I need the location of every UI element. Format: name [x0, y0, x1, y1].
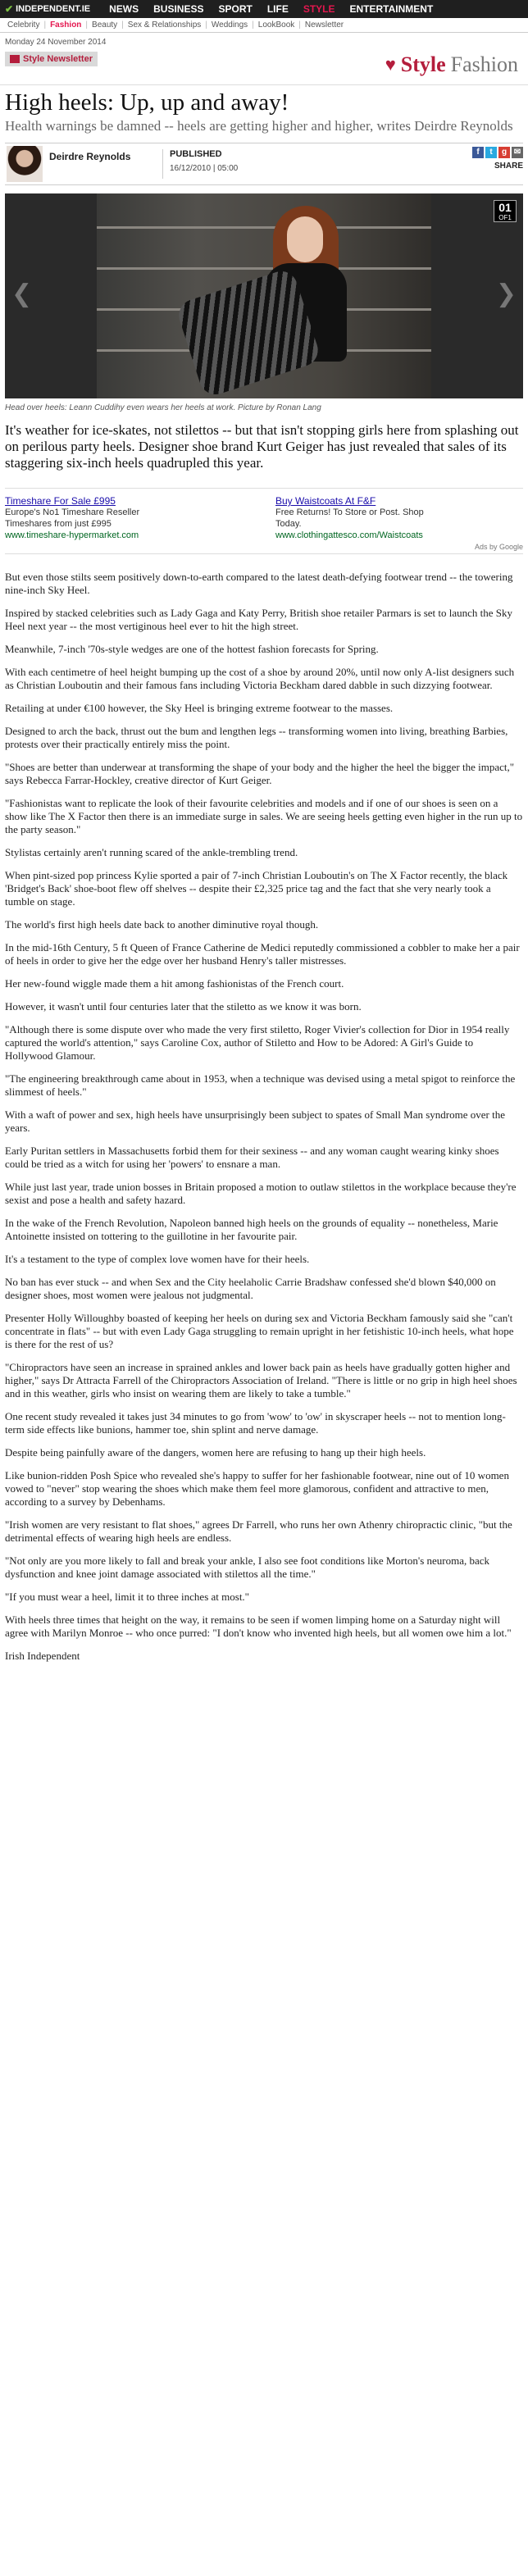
ad-line: Timeshares from just £995 — [5, 519, 112, 529]
nav-style[interactable]: STYLE — [303, 3, 335, 15]
subnav-sex-relationships[interactable]: Sex & Relationships — [127, 20, 202, 30]
google-plus-icon[interactable]: g — [498, 147, 510, 158]
nav-news[interactable]: NEWS — [109, 3, 139, 15]
body-paragraph: Retailing at under €100 however, the Sky Heel is bringing extreme footwear to the masses. — [5, 702, 394, 714]
share-block — [472, 147, 523, 171]
published-timestamp: 16/12/2010 | 05:00 — [170, 164, 239, 173]
body-paragraph: "Shoes are better than underwear at transforming the shape of your body and the higher the heel the bigger the impact," says Rebecca Farrar-Hockley, creative director of Kurt Geiger. — [5, 761, 515, 786]
body-paragraph: Her new-found wiggle made them a hit among fashionistas of the French court. — [5, 977, 344, 990]
heart-icon: ♥ — [385, 54, 396, 75]
body-paragraph: With heels three times that height on the way, it remains to be seen if women limping home on a Saturday night will agree with Marilyn Monroe -- who once purred: "I don't know who invented high heels, but all women owe him a lot." — [5, 1613, 512, 1639]
body-paragraph: "If you must wear a heel, limit it to three inches at most." — [5, 1591, 249, 1603]
gallery-counter — [494, 200, 517, 222]
body-paragraph: One recent study revealed it takes just 34 minutes to go from 'wow' to 'ow' in skyscraper heels -- not to mention long-term side effects like bunions, hammer toe, shin splint and nerve damage. — [5, 1410, 506, 1436]
body-paragraph: "Fashionistas want to replicate the look of their favourite celebrities and models and if one of our shoes is seen on a show like The X Factor then there is an immediate surge in sales. We are seeing heels getting even higher in the run up to the party season." — [5, 797, 523, 835]
ad-line: Free Returns! To Store or Post. Shop — [275, 507, 424, 517]
photo-caption: Head over heels: Leann Cuddihy even wears her heels at work. Picture by Ronan Lang — [5, 403, 321, 412]
nav-business[interactable]: BUSINESS — [153, 3, 204, 15]
email-icon[interactable]: ✉ — [512, 147, 523, 158]
body-paragraph: Inspired by stacked celebrities such as Lady Gaga and Katy Perry, British shoe retailer Parmars is set to launch the Sky Heel next year -- the most vertiginous heel ever to hit the high street. — [5, 607, 513, 632]
body-paragraph: No ban has ever stuck -- and when Sex and the City heelaholic Carrie Bradshaw confessed she'd blown $40,000 on designer shoes, most women were jealous not judgmental. — [5, 1276, 496, 1301]
ad-line: Today. — [275, 519, 302, 529]
gallery-counter-current: 01 — [498, 201, 512, 214]
ad-item[interactable] — [275, 495, 521, 541]
body-paragraph: "Not only are you more likely to fall and break your ankle, I also see foot conditions like Morton's neuroma, back dysfunction and knee joint damage associated with stilettos all the time." — [5, 1554, 490, 1580]
twitter-icon[interactable]: t — [485, 147, 497, 158]
body-paragraph: Stylistas certainly aren't running scared of the ankle-trembling trend. — [5, 846, 298, 858]
body-paragraph: Like bunion-ridden Posh Spice who revealed she's happy to suffer for her fashionable footwear, nine out of 10 women vowed to "never" stop wearing the shoes which make them feel more glamorous, confident and attractive to men, according to a survey by Debenhams. — [5, 1469, 509, 1508]
checkmark-icon: ✔ — [5, 3, 14, 15]
body-paragraph: The world's first high heels date back to another diminutive royal though. — [5, 918, 319, 931]
body-paragraph: However, it wasn't until four centuries later that the stiletto as we know it was born. — [5, 1000, 362, 1013]
body-paragraph: With each centimetre of heel height bumping up the cost of a shoe by around 20%, until now only A-list designers such as Christian Louboutin and their famous fans including Victoria Beckham dared dabble in such dizzying footwear. — [5, 666, 515, 691]
ad-item[interactable] — [5, 495, 251, 541]
share-label: SHARE — [494, 162, 523, 171]
body-paragraph: When pint-sized pop princess Kylie sported a pair of 7-inch Christian Louboutin's on The X Factor recently, the black 'Bridget's Back' shoe-boot flew off shelves -- despite their £2,325 price tag and the fact that she very nearly took a tumble on stage. — [5, 869, 508, 908]
current-date: Monday 24 November 2014 — [5, 38, 107, 47]
sub-nav: Celebrity | Fashion | Beauty | Sex & Relationships | Weddings | LookBook | Newsletter — [0, 18, 528, 33]
subnav-fashion[interactable]: Fashion — [50, 20, 82, 30]
ads-by-google[interactable]: Ads by Google — [5, 543, 523, 554]
section-brand[interactable] — [385, 52, 518, 77]
body-paragraph: With a waft of power and sex, high heels have unsurprisingly been subject to spates of Small Man syndrome over the years. — [5, 1108, 505, 1134]
subnav-weddings[interactable]: Weddings — [211, 20, 248, 30]
ad-title[interactable]: Timeshare For Sale £995 — [5, 495, 116, 507]
subnav-celebrity[interactable]: Celebrity — [7, 20, 40, 30]
nav-life[interactable]: LIFE — [266, 3, 289, 15]
article-dek: Health warnings be damned -- heels are getting higher and higher, writes Deirdre Reynolds — [5, 118, 513, 134]
style-newsletter-label: Style Newsletter — [23, 54, 93, 64]
facebook-icon[interactable]: f — [472, 147, 484, 158]
body-paragraph: Despite being painfully aware of the dangers, women here are refusing to hang up their high heels. — [5, 1446, 426, 1459]
top-nav — [0, 0, 528, 18]
body-paragraph: Designed to arch the back, thrust out the bum and lengthen legs -- transforming women into living, breathing Barbies, protests over their practically entirely miss the point. — [5, 725, 508, 750]
body-paragraph: Presenter Holly Willoughby boasted of keeping her heels on during sex and Victoria Beckham famously said she "can't concentrate in flats" -- but with even Lady Gaga struggling to remain upright in her fetishistic 10-inch heels, what hope is there for the rest of us? — [5, 1312, 514, 1350]
nav-sport[interactable]: SPORT — [218, 3, 253, 15]
gallery-counter-total: OF1 — [498, 214, 512, 221]
body-paragraph: In the mid-16th Century, 5 ft Queen of France Catherine de Medici reputedly commissioned a cobbler to make her a pair of heels in order to give her the edge over her husband Henry's taller mistresses. — [5, 941, 520, 967]
article-photo — [97, 193, 431, 398]
body-paragraph: "The engineering breakthrough came about in 1953, when a technique was devised using a metal spigot to reinforce the slimmest of heels." — [5, 1072, 516, 1098]
article-body — [5, 571, 523, 1640]
ad-line: Europe's No1 Timeshare Reseller — [5, 507, 140, 517]
brand-style: Style — [400, 52, 446, 76]
subnav-beauty[interactable]: Beauty — [92, 20, 118, 30]
envelope-icon — [10, 55, 20, 63]
published-label: PUBLISHED — [170, 149, 222, 159]
body-paragraph: "Irish women are very resistant to flat shoes," agrees Dr Farrell, who runs her own Athenry chiropractic clinic, "but the detrimental effects of wearing high heels are endless. — [5, 1518, 512, 1544]
byline — [5, 143, 523, 185]
subnav-lookbook[interactable]: LookBook — [257, 20, 295, 30]
body-paragraph: Meanwhile, 7-inch '70s-style wedges are one of the hottest fashion forecasts for Spring. — [5, 643, 379, 655]
body-paragraph: But even those stilts seem positively down-to-earth compared to the latest death-defying footwear trend -- the towering nine-inch Sky Heel. — [5, 571, 513, 596]
body-paragraph: While just last year, trade union bosses in Britain proposed a motion to outlaw stilettos in the workplace because they're sexist and pose a health and safety hazard. — [5, 1181, 517, 1206]
author-name[interactable]: Deirdre Reynolds — [49, 151, 131, 162]
body-paragraph: Early Puritan settlers in Massachusetts forbid them for their sexiness -- and any woman caught wearing kinky shoes could be tried as a witch for using her 'powers' to ensnare a man. — [5, 1145, 499, 1170]
nav-entertainment[interactable]: ENTERTAINMENT — [349, 3, 434, 15]
photo-gallery — [5, 193, 523, 398]
ad-block — [5, 488, 523, 541]
masthead — [0, 33, 528, 85]
body-paragraph: "Chiropractors have seen an increase in sprained ankles and lower back pain as heels have gradually gotten higher and higher," says Dr Attracta Farrell of the Chiropractors Association of Ireland. "There is little or no grip in high heel shoes and in this weather, girls who insist on wearing them are likely to take a tumble." — [5, 1361, 517, 1400]
body-paragraph: In the wake of the French Revolution, Napoleon banned high heels on the grounds of equality -- nonetheless, Marie Antoinette insisted on tottering to the guillotine in her favourite pair. — [5, 1217, 498, 1242]
ad-url[interactable]: www.clothingattesco.com/Waistcoats — [275, 530, 423, 540]
subnav-newsletter[interactable]: Newsletter — [304, 20, 344, 30]
article-lead: It's weather for ice-skates, not stilettos -- but that isn't stopping girls here from splashing out on perilous party heels. Designer shoe brand Kurt Geiger has just revealed that sales of its staggering six-inch heels quadrupled this year. — [5, 422, 519, 471]
ad-title[interactable]: Buy Waistcoats At F&F — [275, 495, 376, 507]
article-source: Irish Independent — [5, 1650, 80, 1662]
author-avatar — [7, 146, 43, 182]
site-logo-text: INDEPENDENT.IE — [16, 4, 91, 14]
ad-url[interactable]: www.timeshare-hypermarket.com — [5, 530, 139, 540]
brand-section: Fashion — [450, 52, 518, 76]
article-title: High heels: Up, up and away! — [5, 89, 289, 116]
body-paragraph: "Although there is some dispute over who made the very first stiletto, Roger Vivier's collection for Dior in 1954 really captured the world's attention," says Caroline Cox, author of Stiletto and How to be Adored: A Girl's Guide to Hollywood Glamour. — [5, 1023, 510, 1062]
gallery-prev-icon[interactable]: ❮ — [11, 280, 33, 308]
published-info — [162, 149, 238, 179]
headline-block — [0, 85, 528, 134]
site-logo[interactable] — [5, 3, 90, 15]
style-newsletter-button[interactable] — [5, 52, 98, 66]
gallery-next-icon[interactable]: ❯ — [495, 280, 517, 308]
body-paragraph: It's a testament to the type of complex love women have for their heels. — [5, 1253, 310, 1265]
